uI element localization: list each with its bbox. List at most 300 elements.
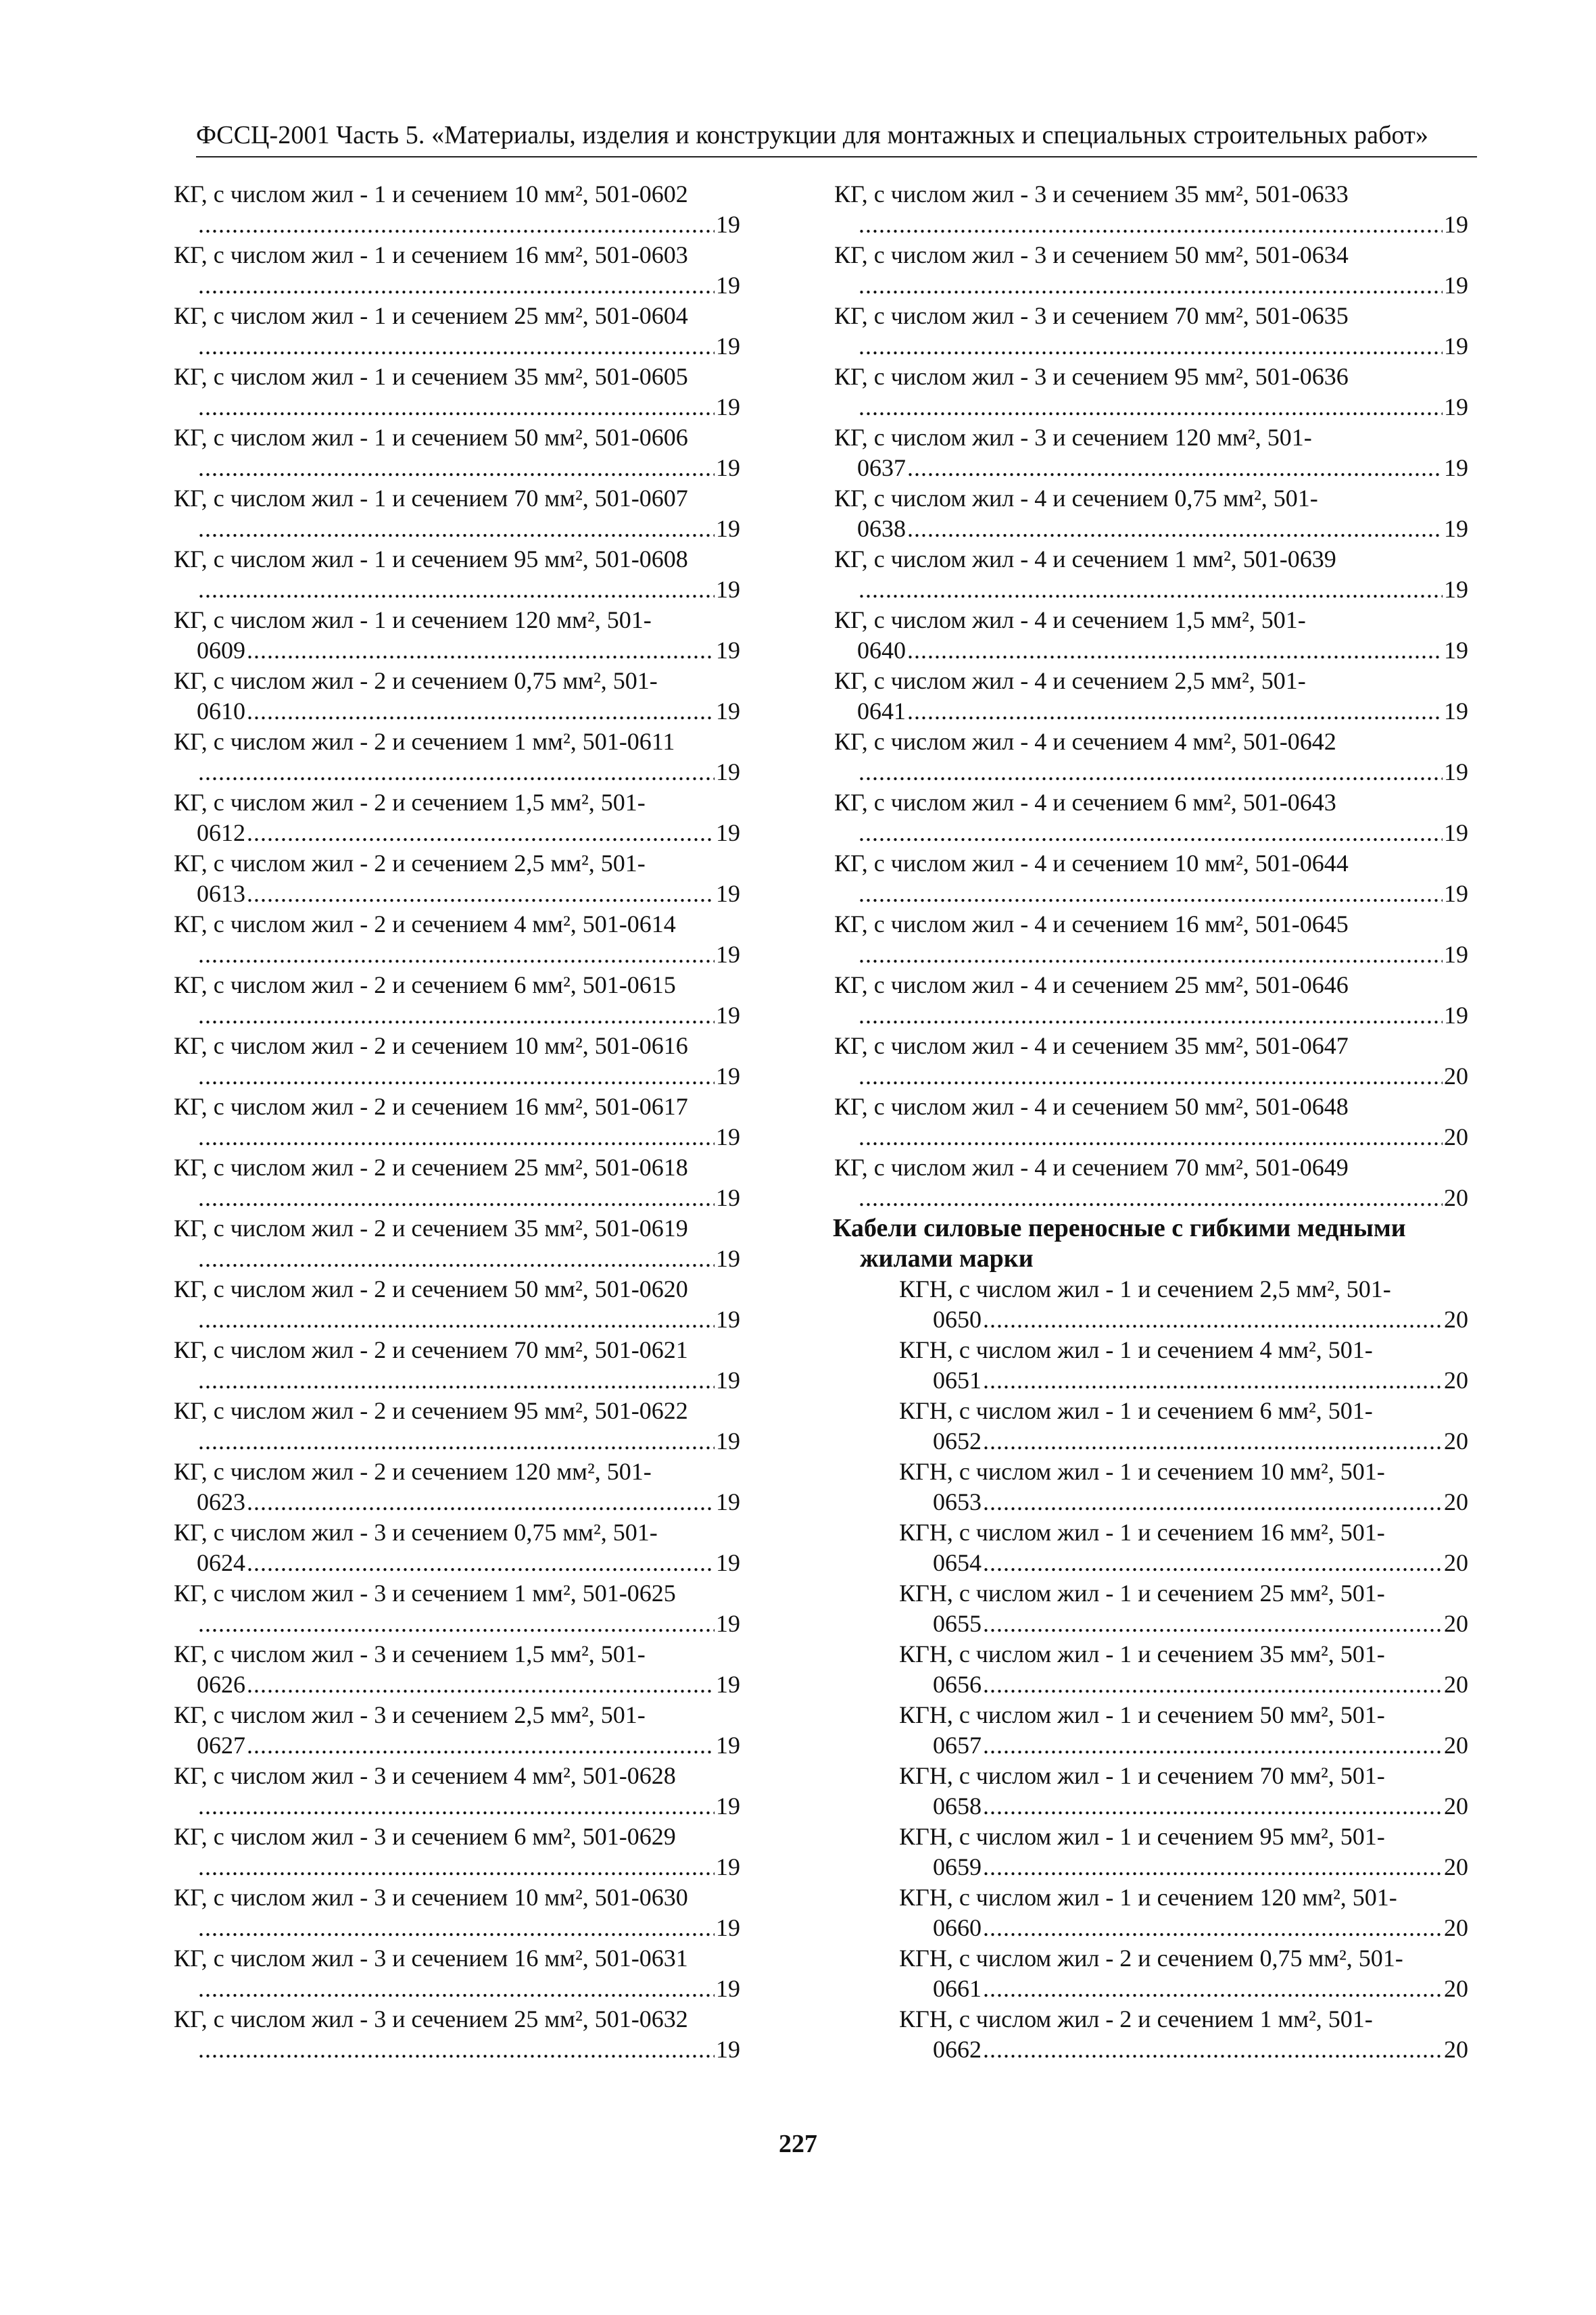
- index-entry-page: 20: [1444, 1063, 1468, 1090]
- left-column: [172, 179, 740, 2065]
- dot-leader: [198, 2034, 715, 2065]
- index-entry-page: 19: [716, 333, 740, 360]
- index-entry-page: 19: [1444, 393, 1468, 420]
- index-entry: [172, 1274, 740, 1335]
- index-entry-page: 19: [716, 1914, 740, 1941]
- index-entry-page: 20: [1444, 1306, 1468, 1333]
- index-entry-leader-line: [172, 1487, 740, 1517]
- dot-leader: [198, 270, 715, 301]
- index-entry-page: 19: [1444, 515, 1468, 542]
- index-entry-leader-line: [833, 1122, 1468, 1152]
- index-entry: [833, 727, 1468, 787]
- index-entry-page: 20: [1444, 2036, 1468, 2063]
- index-entry-text: КГ, с числом жил - 1 и сечением 120 мм², 501-: [174, 606, 652, 633]
- index-entry-page: 19: [716, 1063, 740, 1090]
- index-entry-page: 20: [1444, 1367, 1468, 1394]
- index-entry-text: КГ, с числом жил - 3 и сечением 0,75 мм², 501-: [174, 1519, 658, 1546]
- index-entry: [172, 727, 740, 787]
- page-number: 227: [779, 2130, 817, 2158]
- index-entry-text: КГН, с числом жил - 1 и сечением 16 мм², 501-: [899, 1519, 1385, 1546]
- section-heading-line-1: Кабели силовые переносные с гибкими медными: [833, 1214, 1406, 1242]
- index-entry-continuation: 0640: [857, 637, 906, 664]
- dot-leader: [247, 635, 715, 666]
- index-entry-leader-line: [833, 1487, 1468, 1517]
- index-entry-leader-line: [172, 1365, 740, 1396]
- index-entry-text: КГ, с числом жил - 1 и сечением 35 мм², 501-0605: [174, 363, 688, 390]
- section-heading: [833, 1213, 1468, 1274]
- index-entry-leader-line: [833, 1609, 1468, 1639]
- index-entry-leader-line: [172, 514, 740, 544]
- index-entry: [833, 2004, 1468, 2065]
- index-entry: [172, 1882, 740, 1943]
- index-entry-leader-line: [833, 1670, 1468, 1700]
- index-entry-page: 19: [716, 1428, 740, 1455]
- index-entry-page: 19: [1444, 272, 1468, 299]
- index-entry-leader-line: [172, 879, 740, 909]
- dot-leader: [983, 1730, 1443, 1761]
- index-entry-leader-line: [833, 392, 1468, 422]
- index-entry-leader-line: [172, 635, 740, 666]
- index-entry: [172, 1031, 740, 1092]
- index-entry: [172, 1517, 740, 1578]
- index-entry: [172, 1457, 740, 1517]
- index-entry-text: КГ, с числом жил - 3 и сечением 50 мм², 501-0634: [834, 241, 1349, 268]
- index-entry: [833, 422, 1468, 483]
- dot-leader: [198, 1244, 715, 1274]
- dot-leader: [859, 940, 1443, 970]
- dot-leader: [983, 1305, 1443, 1335]
- dot-leader: [983, 1365, 1443, 1396]
- index-entry-text: КГ, с числом жил - 2 и сечением 95 мм², 501-0622: [174, 1397, 688, 1424]
- index-entry-leader-line: [172, 1730, 740, 1761]
- index-entry-text: КГ, с числом жил - 1 и сечением 25 мм², 501-0604: [174, 302, 688, 329]
- index-entry-leader-line: [172, 757, 740, 787]
- index-entry: [833, 605, 1468, 666]
- dot-leader: [859, 270, 1443, 301]
- index-entry: [833, 362, 1468, 422]
- index-entry: [172, 362, 740, 422]
- dot-leader: [247, 1730, 715, 1761]
- index-entry-text: КГ, с числом жил - 3 и сечением 10 мм², 501-0630: [174, 1884, 688, 1911]
- index-entry: [172, 787, 740, 848]
- index-entry: [833, 848, 1468, 909]
- index-entry: [833, 1761, 1468, 1822]
- index-entry-page: 19: [716, 1002, 740, 1029]
- dot-leader: [198, 1305, 715, 1335]
- index-entry-continuation: 0654: [933, 1549, 982, 1576]
- index-entry-page: 19: [716, 637, 740, 664]
- index-entry-page: 19: [716, 1488, 740, 1515]
- index-entry: [172, 909, 740, 970]
- index-entry-leader-line: [172, 1244, 740, 1274]
- dot-leader: [198, 1852, 715, 1882]
- dot-leader: [198, 514, 715, 544]
- index-entry-text: КГ, с числом жил - 4 и сечением 25 мм², 501-0646: [834, 971, 1349, 998]
- index-entry-text: КГН, с числом жил - 1 и сечением 95 мм², 501-: [899, 1823, 1385, 1850]
- index-entry-leader-line: [833, 1365, 1468, 1396]
- dot-leader: [907, 635, 1443, 666]
- dot-leader: [859, 1183, 1443, 1213]
- dot-leader: [859, 879, 1443, 909]
- index-entry-text: КГН, с числом жил - 1 и сечением 35 мм², 501-: [899, 1640, 1385, 1667]
- index-entry-continuation: 0610: [197, 698, 245, 725]
- index-entry-continuation: 0627: [197, 1732, 245, 1759]
- dot-leader: [907, 514, 1443, 544]
- dot-leader: [198, 940, 715, 970]
- index-entry-leader-line: [172, 1670, 740, 1700]
- dot-leader: [983, 1548, 1443, 1578]
- index-entry-continuation: 0637: [857, 454, 906, 481]
- index-entry-leader-line: [172, 1609, 740, 1639]
- index-entry-page: 19: [716, 941, 740, 968]
- index-entry-leader-line: [833, 331, 1468, 362]
- dot-leader: [198, 575, 715, 605]
- dot-leader: [198, 331, 715, 362]
- index-entry-leader-line: [833, 818, 1468, 848]
- index-entry-leader-line: [833, 635, 1468, 666]
- dot-leader: [247, 879, 715, 909]
- index-entry-text: КГ, с числом жил - 3 и сечением 25 мм², 501-0632: [174, 2005, 688, 2032]
- index-entry-leader-line: [833, 696, 1468, 727]
- index-entry-text: КГ, с числом жил - 3 и сечением 35 мм², 501-0633: [834, 180, 1349, 208]
- index-entry-leader-line: [172, 1122, 740, 1152]
- index-entry-page: 20: [1444, 1914, 1468, 1941]
- dot-leader: [859, 757, 1443, 787]
- dot-leader: [198, 1122, 715, 1152]
- index-entry-page: 20: [1444, 1732, 1468, 1759]
- index-entry-leader-line: [833, 1913, 1468, 1943]
- index-entry-text: КГН, с числом жил - 1 и сечением 4 мм², 501-: [899, 1336, 1373, 1363]
- index-entry: [833, 666, 1468, 727]
- index-entry: [172, 1822, 740, 1882]
- index-entry-leader-line: [833, 757, 1468, 787]
- index-entry-page: 20: [1444, 1123, 1468, 1150]
- dot-leader: [983, 1974, 1443, 2004]
- index-entry-continuation: 0655: [933, 1610, 982, 1637]
- index-entry: [833, 1335, 1468, 1396]
- index-entry: [172, 666, 740, 727]
- index-entry-continuation: 0651: [933, 1367, 982, 1394]
- index-entry: [833, 909, 1468, 970]
- index-entry-text: КГ, с числом жил - 4 и сечением 10 мм², 501-0644: [834, 850, 1349, 877]
- index-entry-text: КГН, с числом жил - 2 и сечением 1 мм², 501-: [899, 2005, 1373, 2032]
- running-header: ФССЦ-2001 Часть 5. «Материалы, изделия и конструкции для монтажных и специальных строительных работ»: [196, 121, 1428, 149]
- index-entry-leader-line: [833, 1305, 1468, 1335]
- index-entry-page: 19: [716, 819, 740, 846]
- dot-leader: [198, 1365, 715, 1396]
- index-entry: [172, 301, 740, 362]
- index-entry-leader-line: [172, 1852, 740, 1882]
- right-column: [833, 179, 1468, 2065]
- dot-leader: [983, 1852, 1443, 1882]
- index-entry-page: 19: [716, 2036, 740, 2063]
- index-entry-text: КГ, с числом жил - 2 и сечением 16 мм², 501-0617: [174, 1093, 688, 1120]
- index-entry: [172, 970, 740, 1031]
- index-entry-text: КГ, с числом жил - 3 и сечением 2,5 мм², 501-: [174, 1701, 646, 1728]
- index-entry-leader-line: [172, 940, 740, 970]
- index-entry-text: КГ, с числом жил - 2 и сечением 6 мм², 501-0615: [174, 971, 676, 998]
- dot-leader: [247, 1548, 715, 1578]
- index-entry: [172, 1092, 740, 1152]
- dot-leader: [983, 1426, 1443, 1457]
- dot-leader: [859, 1122, 1443, 1152]
- index-entry-text: КГ, с числом жил - 4 и сечением 16 мм², 501-0645: [834, 910, 1349, 937]
- index-entry-page: 19: [716, 1975, 740, 2002]
- index-entry-page: 19: [716, 1123, 740, 1150]
- index-entry-continuation: 0661: [933, 1975, 982, 2002]
- index-entry-leader-line: [172, 331, 740, 362]
- index-entry-page: 19: [716, 515, 740, 542]
- index-entry-continuation: 0612: [197, 819, 245, 846]
- index-entry-continuation: 0613: [197, 880, 245, 907]
- index-entry-text: КГ, с числом жил - 4 и сечением 50 мм², 501-0648: [834, 1093, 1349, 1120]
- index-entry-text: КГ, с числом жил - 2 и сечением 2,5 мм², 501-: [174, 850, 646, 877]
- index-entry: [833, 179, 1468, 240]
- index-entry-page: 20: [1444, 1488, 1468, 1515]
- section-entries: [833, 1274, 1468, 2065]
- index-entry-page: 19: [716, 1671, 740, 1698]
- index-entry-leader-line: [172, 1183, 740, 1213]
- index-entry: [172, 2004, 740, 2065]
- dot-leader: [859, 392, 1443, 422]
- index-entry-leader-line: [172, 1061, 740, 1092]
- index-entry-leader-line: [172, 2034, 740, 2065]
- index-entry-text: КГ, с числом жил - 4 и сечением 70 мм², 501-0649: [834, 1154, 1349, 1181]
- index-entry-page: 19: [1444, 454, 1468, 481]
- dot-leader: [859, 1000, 1443, 1031]
- index-entry: [833, 240, 1468, 301]
- index-entry-continuation: 0652: [933, 1428, 982, 1455]
- index-entry-page: 19: [716, 1184, 740, 1211]
- header-rule: [196, 156, 1477, 157]
- index-entry: [833, 970, 1468, 1031]
- index-entry-page: 19: [716, 758, 740, 785]
- index-entry-text: КГ, с числом жил - 3 и сечением 4 мм², 501-0628: [174, 1762, 676, 1789]
- index-entry-page: 19: [1444, 211, 1468, 238]
- index-entry-text: КГ, с числом жил - 1 и сечением 16 мм², 501-0603: [174, 241, 688, 268]
- index-entry-leader-line: [172, 270, 740, 301]
- index-entry-leader-line: [172, 1000, 740, 1031]
- index-entry-leader-line: [172, 1791, 740, 1822]
- index-entry: [833, 1396, 1468, 1457]
- index-entry: [172, 240, 740, 301]
- index-entry: [172, 1943, 740, 2004]
- index-entry-page: 19: [716, 1306, 740, 1333]
- index-entry: [833, 1031, 1468, 1092]
- index-entry: [172, 1152, 740, 1213]
- index-entry-text: КГ, с числом жил - 3 и сечением 1 мм², 501-0625: [174, 1580, 676, 1607]
- index-entry-page: 20: [1444, 1671, 1468, 1698]
- index-entry-page: 19: [716, 576, 740, 603]
- index-entry-continuation: 0657: [933, 1732, 982, 1759]
- dot-leader: [198, 1791, 715, 1822]
- index-entry-leader-line: [172, 1548, 740, 1578]
- index-entry-page: 19: [716, 1732, 740, 1759]
- index-entry-leader-line: [833, 210, 1468, 240]
- index-entry-leader-line: [172, 392, 740, 422]
- index-entry-text: КГН, с числом жил - 1 и сечением 6 мм², 501-: [899, 1397, 1373, 1424]
- dot-leader: [859, 331, 1443, 362]
- dot-leader: [198, 1183, 715, 1213]
- index-entry-text: КГ, с числом жил - 4 и сечением 0,75 мм², 501-: [834, 485, 1318, 512]
- index-entry-text: КГН, с числом жил - 1 и сечением 2,5 мм², 501-: [899, 1275, 1391, 1302]
- index-entry: [833, 1457, 1468, 1517]
- index-entry-page: 19: [1444, 819, 1468, 846]
- index-entry-page: 19: [1444, 637, 1468, 664]
- index-entry-text: КГ, с числом жил - 2 и сечением 4 мм², 501-0614: [174, 910, 676, 937]
- index-entry-text: КГ, с числом жил - 2 и сечением 0,75 мм², 501-: [174, 667, 658, 694]
- index-entry: [172, 605, 740, 666]
- index-entry-continuation: 0659: [933, 1853, 982, 1880]
- index-entry-text: КГ, с числом жил - 1 и сечением 50 мм², 501-0606: [174, 424, 688, 451]
- dot-leader: [983, 1791, 1443, 1822]
- dot-leader: [247, 696, 715, 727]
- index-entry-continuation: 0653: [933, 1488, 982, 1515]
- index-entry-leader-line: [172, 575, 740, 605]
- dot-leader: [198, 392, 715, 422]
- dot-leader: [247, 1487, 715, 1517]
- index-entry-page: 19: [1444, 576, 1468, 603]
- index-entry-leader-line: [172, 453, 740, 483]
- index-entry-leader-line: [833, 514, 1468, 544]
- index-entry-continuation: 0641: [857, 698, 906, 725]
- dot-leader: [859, 575, 1443, 605]
- index-entry-page: 19: [716, 454, 740, 481]
- index-entry-continuation: 0660: [933, 1914, 982, 1941]
- index-entry-page: 19: [716, 1853, 740, 1880]
- index-entry-page: 19: [716, 1245, 740, 1272]
- index-entry-page: 19: [1444, 941, 1468, 968]
- index-entry-text: КГ, с числом жил - 3 и сечением 1,5 мм², 501-: [174, 1640, 646, 1667]
- index-entry-page: 20: [1444, 1975, 1468, 2002]
- index-entry-leader-line: [172, 1913, 740, 1943]
- index-entry-leader-line: [172, 1974, 740, 2004]
- index-entry-text: КГ, с числом жил - 4 и сечением 4 мм², 501-0642: [834, 728, 1336, 755]
- index-entry: [833, 1882, 1468, 1943]
- index-entry-page: 20: [1444, 1610, 1468, 1637]
- index-entry-continuation: 0624: [197, 1549, 245, 1576]
- index-entry-page: 19: [1444, 758, 1468, 785]
- index-entry-text: КГ, с числом жил - 4 и сечением 6 мм², 501-0643: [834, 789, 1336, 816]
- index-entry-text: КГ, с числом жил - 3 и сечением 70 мм², 501-0635: [834, 302, 1349, 329]
- index-entry-continuation: 0638: [857, 515, 906, 542]
- index-entry: [833, 1822, 1468, 1882]
- index-entry: [172, 1213, 740, 1274]
- dot-leader: [907, 696, 1443, 727]
- index-entry-page: 19: [716, 698, 740, 725]
- index-entry-text: КГН, с числом жил - 2 и сечением 0,75 мм², 501-: [899, 1945, 1403, 1972]
- index-entry-page: 19: [716, 1549, 740, 1576]
- index-entry: [833, 1517, 1468, 1578]
- index-entry-text: КГ, с числом жил - 3 и сечением 95 мм², 501-0636: [834, 363, 1349, 390]
- index-entry: [833, 1092, 1468, 1152]
- index-entry-text: КГН, с числом жил - 1 и сечением 120 мм², 501-: [899, 1884, 1397, 1911]
- dot-leader: [983, 2034, 1443, 2065]
- index-entry: [172, 1761, 740, 1822]
- dot-leader: [198, 453, 715, 483]
- index-entry: [172, 848, 740, 909]
- index-entry-text: КГ, с числом жил - 2 и сечением 1 мм², 501-0611: [174, 728, 675, 755]
- index-entry-page: 19: [716, 272, 740, 299]
- index-entry-leader-line: [172, 818, 740, 848]
- index-entry-leader-line: [172, 210, 740, 240]
- index-entry-page: 20: [1444, 1549, 1468, 1576]
- index-entry-continuation: 0662: [933, 2036, 982, 2063]
- index-entry-text: КГ, с числом жил - 4 и сечением 35 мм², 501-0647: [834, 1032, 1349, 1059]
- dot-leader: [859, 818, 1443, 848]
- index-entry: [833, 787, 1468, 848]
- index-entry-page: 19: [716, 1793, 740, 1820]
- index-entry: [833, 1943, 1468, 2004]
- index-entry-leader-line: [833, 1730, 1468, 1761]
- index-entry-text: КГ, с числом жил - 2 и сечением 35 мм², 501-0619: [174, 1215, 688, 1242]
- index-entry-leader-line: [172, 696, 740, 727]
- index-entry-text: КГ, с числом жил - 3 и сечением 120 мм², 501-: [834, 424, 1312, 451]
- index-entry: [172, 179, 740, 240]
- index-entry-leader-line: [833, 2034, 1468, 2065]
- index-entry-page: 19: [716, 211, 740, 238]
- index-entry-continuation: 0656: [933, 1671, 982, 1698]
- index-entry-page: 19: [1444, 698, 1468, 725]
- index-entry: [172, 1335, 740, 1396]
- index-entry: [833, 483, 1468, 544]
- dot-leader: [198, 1061, 715, 1092]
- dot-leader: [859, 210, 1443, 240]
- section-heading-line-2: жилами марки: [860, 1244, 1034, 1273]
- index-entry: [833, 1700, 1468, 1761]
- index-entry-page: 19: [1444, 333, 1468, 360]
- index-entry-text: КГ, с числом жил - 2 и сечением 70 мм², 501-0621: [174, 1336, 688, 1363]
- dot-leader: [247, 818, 715, 848]
- index-entry-continuation: 0623: [197, 1488, 245, 1515]
- index-entry: [833, 301, 1468, 362]
- index-entry-text: КГ, с числом жил - 2 и сечением 50 мм², 501-0620: [174, 1275, 688, 1302]
- index-entry-leader-line: [833, 1000, 1468, 1031]
- index-entry-text: КГ, с числом жил - 3 и сечением 6 мм², 501-0629: [174, 1823, 676, 1850]
- dot-leader: [983, 1913, 1443, 1943]
- index-entry-text: КГ, с числом жил - 2 и сечением 10 мм², 501-0616: [174, 1032, 688, 1059]
- dot-leader: [198, 757, 715, 787]
- index-entry-text: КГ, с числом жил - 4 и сечением 1,5 мм², 501-: [834, 606, 1306, 633]
- index-entry-text: КГ, с числом жил - 2 и сечением 120 мм², 501-: [174, 1458, 652, 1485]
- index-entry-leader-line: [833, 1061, 1468, 1092]
- dot-leader: [198, 1913, 715, 1943]
- dot-leader: [907, 453, 1443, 483]
- index-entry: [833, 1152, 1468, 1213]
- dot-leader: [983, 1670, 1443, 1700]
- index-entry-text: КГ, с числом жил - 2 и сечением 25 мм², 501-0618: [174, 1154, 688, 1181]
- index-entry-page: 19: [1444, 1002, 1468, 1029]
- index-entry-leader-line: [833, 453, 1468, 483]
- right-column-entries: [833, 179, 1468, 1213]
- index-entry: [833, 1578, 1468, 1639]
- index-entry-leader-line: [833, 1426, 1468, 1457]
- index-entry-text: КГН, с числом жил - 1 и сечением 25 мм², 501-: [899, 1580, 1385, 1607]
- index-entry: [172, 1700, 740, 1761]
- index-entry-page: 20: [1444, 1793, 1468, 1820]
- index-entry-text: КГ, с числом жил - 1 и сечением 10 мм², 501-0602: [174, 180, 688, 208]
- index-entry: [172, 544, 740, 605]
- index-entry-page: 20: [1444, 1428, 1468, 1455]
- index-entry-text: КГ, с числом жил - 4 и сечением 2,5 мм², 501-: [834, 667, 1306, 694]
- dot-leader: [198, 1426, 715, 1457]
- index-entry-text: КГН, с числом жил - 1 и сечением 70 мм², 501-: [899, 1762, 1385, 1789]
- dot-leader: [198, 1974, 715, 2004]
- index-entry-leader-line: [833, 1852, 1468, 1882]
- index-entry-page: 19: [716, 1610, 740, 1637]
- index-entry-text: КГ, с числом жил - 1 и сечением 70 мм², 501-0607: [174, 485, 688, 512]
- index-entry-text: КГН, с числом жил - 1 и сечением 10 мм², 501-: [899, 1458, 1385, 1485]
